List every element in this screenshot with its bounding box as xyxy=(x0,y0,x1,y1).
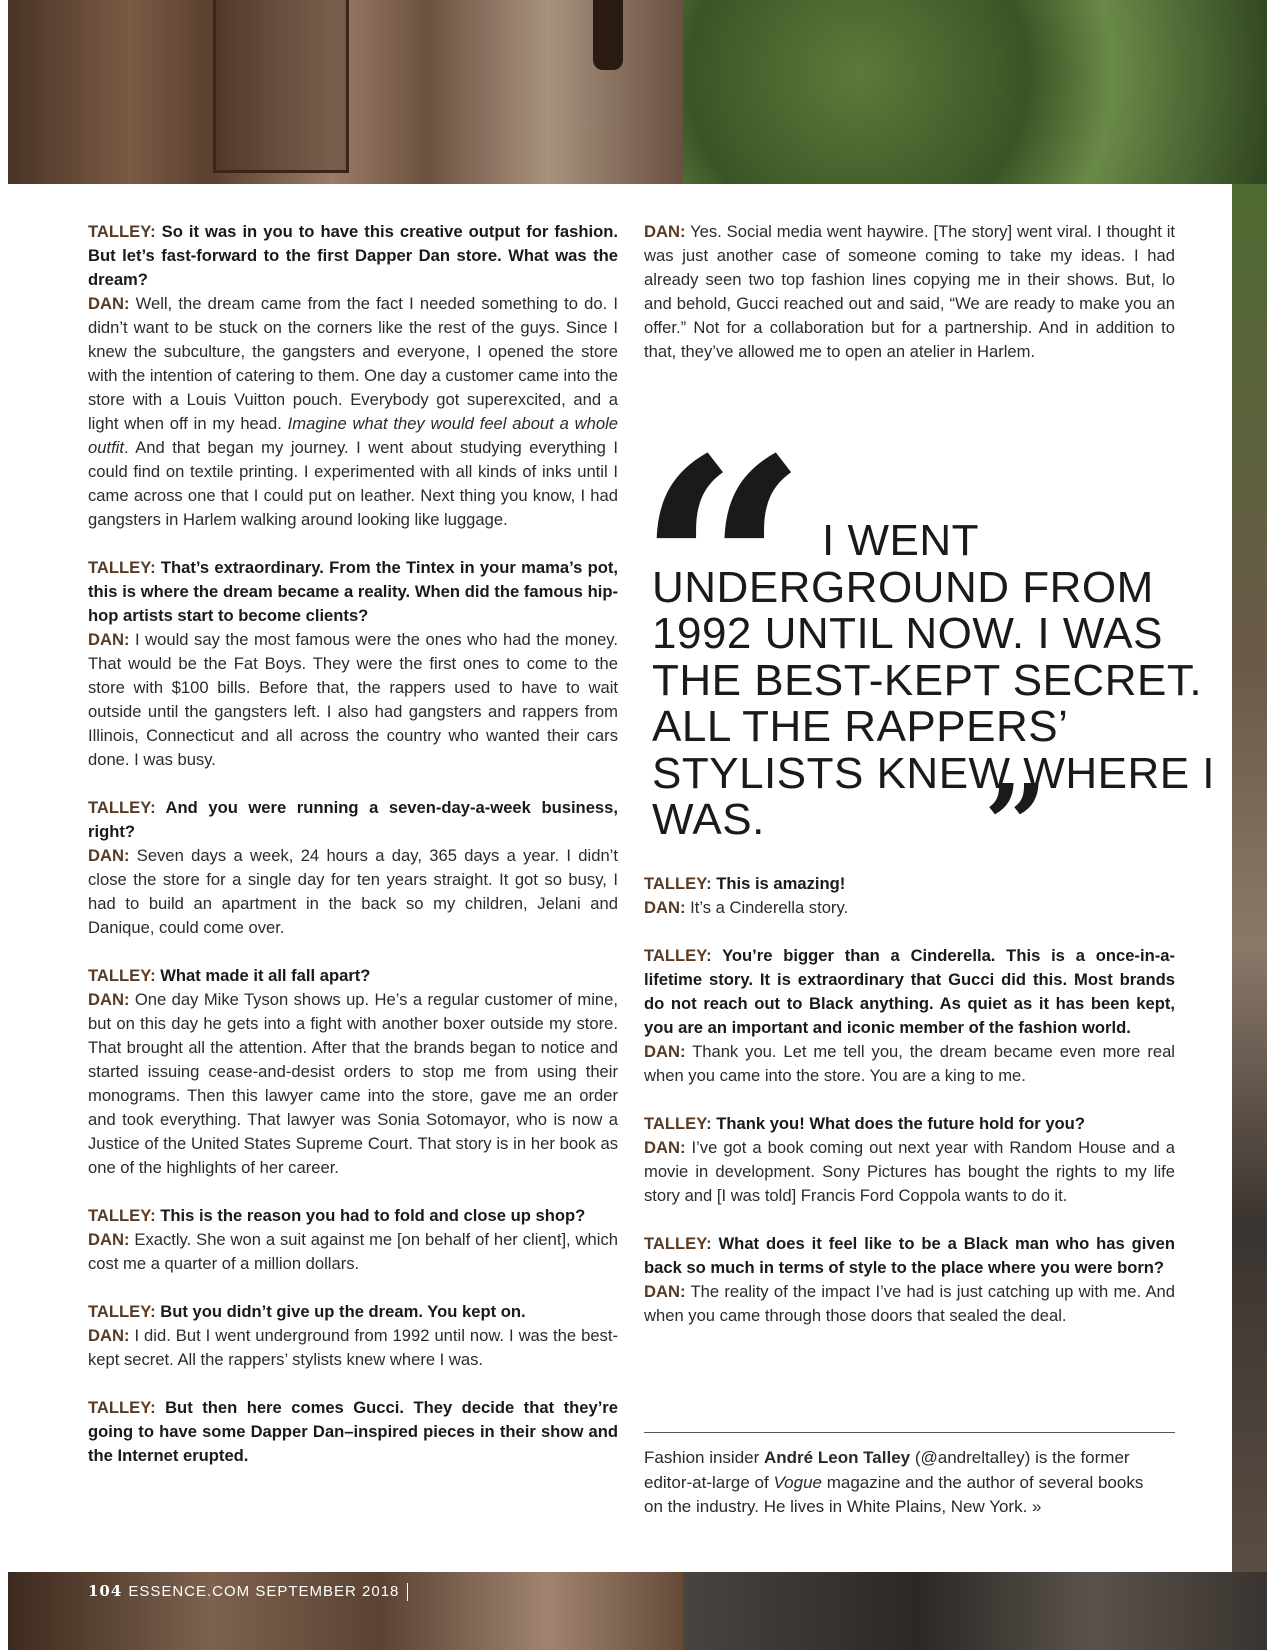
speaker-label: DAN: xyxy=(88,1326,130,1345)
speaker-label: TALLEY: xyxy=(644,1114,712,1133)
question xyxy=(88,964,618,988)
speaker-label: DAN: xyxy=(88,630,130,649)
bio-text: magazine and the author of several books on the industry. He lives in White Plains, New York. » xyxy=(644,1472,1144,1516)
bio-author-name: André Leon Talley xyxy=(764,1448,911,1467)
question xyxy=(88,1396,618,1468)
question-text: What does it feel like to be a Black man who has given back so much in terms of style to the place where you were born? xyxy=(644,1234,1175,1277)
answer xyxy=(644,220,1175,364)
answer xyxy=(88,1228,618,1276)
folio-text: ESSENCE.COM SEPTEMBER 2018 xyxy=(128,1583,400,1600)
question-text: You’re bigger than a Cinderella. This is a once-in-a-lifetime story. It is extraordinary that Gucci did this. Most brands do not reach out to Black anything. As quiet as it has been kept, you are an important and iconic member of the fashion world. xyxy=(644,946,1175,1037)
speaker-label: TALLEY: xyxy=(88,966,156,985)
answer-text: I’ve got a book coming out next year with Random House and a movie in development. Sony Pictures has bought the rights to my life story and [I was told] Francis Ford Coppola wants to do it. xyxy=(644,1138,1175,1205)
speaker-label: TALLEY: xyxy=(644,1234,712,1253)
speaker-label: DAN: xyxy=(644,898,686,917)
question-text: That’s extraordinary. From the Tintex in your mama’s pot, this is where the dream became a reality. When did the famous hip-hop artists start to become clients? xyxy=(88,558,618,625)
answer-text: One day Mike Tyson shows up. He’s a regular customer of mine, but on this day he gets into a fight with another boxer outside my store. That brought all the attention. After that the brands began to notice and started issuing cease-and-desist orders to stop me from using their monograms. Then this lawyer came into the store, gave me an order and took everything. That lawyer was Sonia Sotomayor, who is now a Justice of the United States Supreme Court. That story is in her book as one of the highlights of her career. xyxy=(88,990,618,1177)
speaker-label: TALLEY: xyxy=(88,1206,156,1225)
question xyxy=(644,1232,1175,1280)
answer-text: I would say the most famous were the ones who had the money. That would be the Fat Boys. They were the first ones to come to the store with $100 bills. Before that, the rappers used to have to wait outside until the gangsters left. I also had gangsters and rappers from Illinois, Connecticut and all across the country who wanted their cars done. I was busy. xyxy=(88,630,618,769)
answer xyxy=(88,628,618,772)
lamp-graphic xyxy=(593,0,623,70)
answer xyxy=(88,292,618,532)
close-quote-mark-icon: ” xyxy=(984,760,1038,889)
header-photo-left xyxy=(8,0,683,184)
question xyxy=(644,1112,1175,1136)
footer-photo-right xyxy=(683,1572,1267,1650)
qa-block xyxy=(88,556,618,772)
answer-text: Yes. Social media went haywire. [The story] went viral. I thought it was just another case of someone coming to take my ideas. I had already seen two top fashion lines copying me in their shows. But, lo and behold, Gucci reached out and said, “We are ready to make you an offer.” Not for a collaboration but for a partnership. And in addition to that, they’ve allowed me to open an atelier in Harlem. xyxy=(644,222,1175,361)
question-text: So it was in you to have this creative output for fashion. But let’s fast-forward to the first Dapper Dan store. What was the dream? xyxy=(88,222,618,289)
speaker-label: TALLEY: xyxy=(644,874,712,893)
qa-block xyxy=(644,1232,1175,1328)
pull-quote-rest: UNDERGROUND FROM 1992 UNTIL NOW. I WAS THE BEST-KEPT SECRET. ALL THE RAPPERS’ STYLISTS KNEW WHERE I WAS. xyxy=(652,562,1216,844)
speaker-label: DAN: xyxy=(644,1282,686,1301)
open-quote-mark-icon: “ xyxy=(636,393,779,746)
question xyxy=(644,944,1175,1040)
bio-handle: (@andreltalley) is the former editor-at-large of xyxy=(644,1448,1130,1492)
pull-quote-text xyxy=(652,518,1252,844)
speaker-label: TALLEY: xyxy=(88,222,156,241)
page-folio xyxy=(88,1582,408,1601)
speaker-label: DAN: xyxy=(88,846,130,865)
answer-text: Well, the dream came from the fact I needed something to do. I didn’t want to be stuck on the corners like the rest of the guys. Since I knew the subculture, the gangsters and everyone, I opened the store with the intention of catering to them. One day a customer came into the store with a Louis Vuitton pouch. Everybody got superexcited, and a light when off in my head. xyxy=(88,294,618,433)
answer-text: Exactly. She won a suit against me [on behalf of her client], which cost me a quarter of a million dollars. xyxy=(88,1230,618,1273)
qa-block xyxy=(88,1396,618,1468)
question xyxy=(88,796,618,844)
qa-block xyxy=(88,220,618,532)
speaker-label: DAN: xyxy=(88,990,130,1009)
door-panel-graphic xyxy=(213,0,349,173)
left-column xyxy=(88,220,618,1492)
question xyxy=(88,1300,618,1324)
question-text: Thank you! What does the future hold for you? xyxy=(716,1114,1085,1133)
speaker-label: DAN: xyxy=(644,1138,686,1157)
speaker-label: TALLEY: xyxy=(88,798,156,817)
speaker-label: TALLEY: xyxy=(88,1398,156,1417)
pull-quote-first-line: I WENT xyxy=(822,516,979,565)
question-text: And you were running a seven-day-a-week business, right? xyxy=(88,798,618,841)
header-photo-right xyxy=(683,0,1267,184)
answer xyxy=(644,1040,1175,1088)
qa-block xyxy=(644,944,1175,1088)
answer-text: The reality of the impact I’ve had is just catching up with me. And when you came through those doors that sealed the deal. xyxy=(644,1282,1176,1325)
folio-divider xyxy=(407,1583,408,1601)
bio-text: Fashion insider xyxy=(644,1448,760,1467)
page-number: 104 xyxy=(88,1582,123,1600)
answer-text: Seven days a week, 24 hours a day, 365 days a year. I didn’t close the store for a single day for ten years straight. It got so busy, I had to build an apartment in the back so my children, Jelani and Danique, could come over. xyxy=(88,846,618,937)
speaker-label: DAN: xyxy=(88,294,130,313)
question-text: This is amazing! xyxy=(716,874,846,893)
answer-text: Thank you. Let me tell you, the dream became even more real when you came into the store. You are a king to me. xyxy=(644,1042,1175,1085)
side-photo-strip xyxy=(1232,184,1267,1574)
answer xyxy=(88,844,618,940)
qa-block xyxy=(88,964,618,1180)
speaker-label: DAN: xyxy=(88,1230,130,1249)
answer xyxy=(644,1136,1175,1208)
question xyxy=(88,220,618,292)
qa-block xyxy=(88,1300,618,1372)
qa-block xyxy=(88,1204,618,1276)
right-column-bottom xyxy=(644,872,1175,1352)
right-column-top xyxy=(644,220,1175,364)
speaker-label: DAN: xyxy=(644,1042,686,1061)
speaker-label: TALLEY: xyxy=(644,946,712,965)
answer xyxy=(88,988,618,1180)
answer xyxy=(644,896,1175,920)
bio-divider xyxy=(644,1432,1175,1433)
question xyxy=(88,1204,618,1228)
qa-block xyxy=(644,872,1175,920)
speaker-label: TALLEY: xyxy=(88,1302,156,1321)
question xyxy=(88,556,618,628)
question-text: This is the reason you had to fold and close up shop? xyxy=(160,1206,586,1225)
answer-text: I did. But I went underground from 1992 until now. I was the best-kept secret. All the rappers’ stylists knew where I was. xyxy=(88,1326,618,1369)
bio-magazine: Vogue xyxy=(773,1472,822,1492)
question-text: But then here comes Gucci. They decide that they’re going to have some Dapper Dan–inspired pieces in their show and the Internet erupted. xyxy=(88,1398,618,1465)
speaker-label: DAN: xyxy=(644,222,686,241)
question-text: What made it all fall apart? xyxy=(160,966,371,985)
answer xyxy=(644,1280,1175,1328)
author-bio xyxy=(644,1446,1164,1520)
answer-italic: Imagine what they would feel about a whole outfit xyxy=(88,414,618,457)
qa-block xyxy=(88,796,618,940)
question xyxy=(644,872,1175,896)
qa-block xyxy=(644,1112,1175,1208)
answer xyxy=(88,1324,618,1372)
answer-text: . And that began my journey. I went about studying everything I could find on textile printing. I experimented with all kinds of inks until I came across one that I could put on leather. Next thing you know, I had gangsters in Harlem walking around looking like luggage. xyxy=(88,438,618,529)
speaker-label: TALLEY: xyxy=(88,558,156,577)
answer-text: It’s a Cinderella story. xyxy=(690,898,849,917)
question-text: But you didn’t give up the dream. You kept on. xyxy=(160,1302,526,1321)
